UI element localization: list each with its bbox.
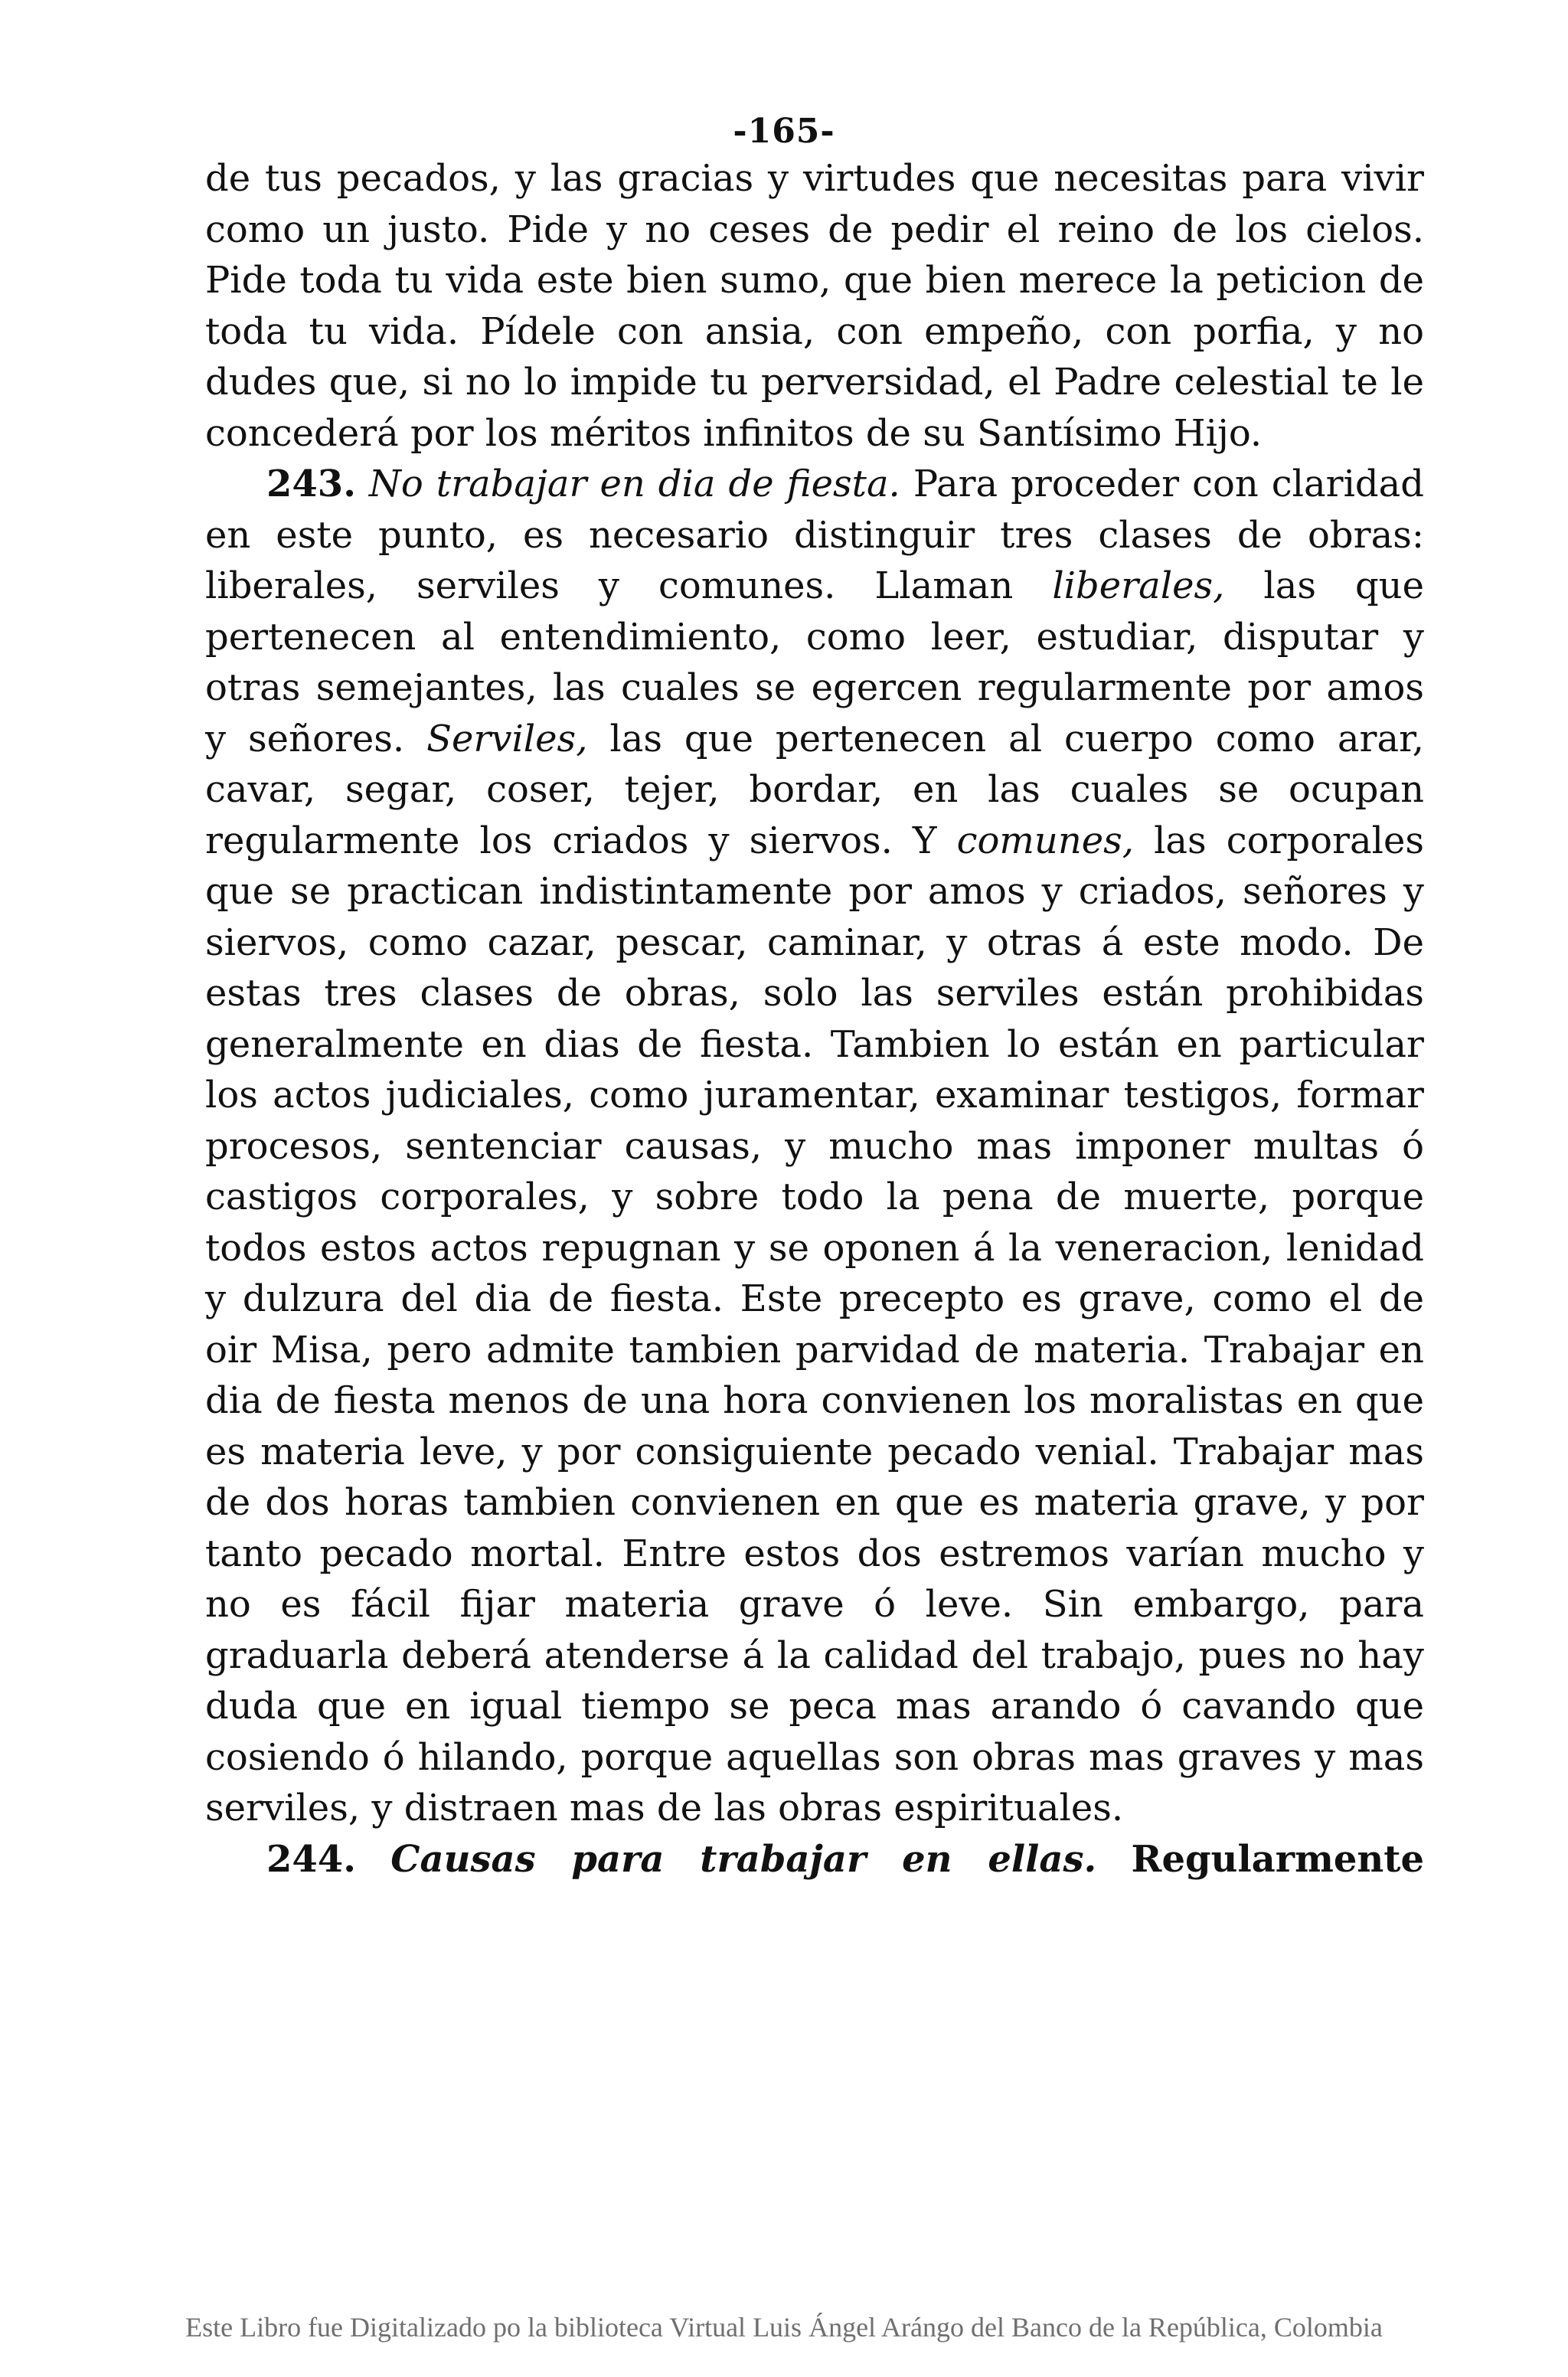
paragraph-text: Regularmente [1131,1837,1424,1881]
paragraph-text: las corporales que se practican indistintamente por amos y criados, señores y siervos, como cazar, pescar, caminar, y otras á este modo. De estas tres clases de obras, solo las serviles están prohibidas generalmente en dias de fiesta. Tambien lo están en particular los actos judiciales, como juramentar, examinar testigos, formar procesos, sentenciar causas, y mucho mas imponer multas ó castigos corporales, y sobre todo la pena de muerte, porque todos estos actos repugnan y se oponen á la veneracion, lenidad y dulzura del dia de fiesta. Este precepto es grave, como el de oir Misa, pero admite tambien parvidad de materia. Trabajar en dia de fiesta menos de una hora convienen los moralistas en que es materia leve, y por consiguiente pecado venial. Trabajar mas de dos horas tambien convienen en que es materia grave, y por tanto pecado mortal. Entre estos dos estremos varían mucho y no es fácil fijar materia grave ó leve. Sin embargo, para graduarla deberá atenderse á la calidad del trabajo, pues no hay duda que en igual tiempo se peca mas arando ó cavando que cosiendo ó hilando, porque aquellas son obras mas graves y mas serviles, y distraen mas de las obras espirituales. [205,819,1424,1829]
term-liberales: liberales, [1052,564,1225,607]
term-serviles: Serviles, [426,717,588,760]
paragraph-continuation: de tus pecados, y las gracias y virtudes que necesitas para vivir como un justo. Pide y no ceses de pedir el reino de los cielos. Pide toda tu vida este bien sumo, que bien merece la peticion de toda tu vida. Pídele con ansia, con empeño, con porfia, y no dudes que, si no lo impide tu perversidad, el Padre celestial te le concederá por los méritos infinitos de su Santísimo Hijo. [205,157,1424,455]
paragraph-text: las que pertenecen al cuerpo como arar, cavar, segar, coser, tejer, bordar, en las cuales se ocupan regularmente los criados y siervos. Y [205,717,1425,862]
term-comunes: comunes, [956,819,1135,862]
paragraph-number: 243. [266,463,356,505]
section-heading: No trabajar en dia de fiesta. [368,463,900,505]
paragraph-244 [205,1834,1424,1885]
section-heading: Causas para trabajar en ellas. [390,1837,1097,1881]
page-body [205,153,1424,1885]
paragraph-number: 244. [266,1837,356,1881]
page-number: -165- [733,112,835,151]
paragraph-243 [205,459,1424,1834]
digitization-footer: Este Libro fue Digitalizado po la biblioteca Virtual Luis Ángel Arángo del Banco de la República, Colombia [185,2312,1383,2343]
paragraph-text: Para proceder con claridad en este punto, es necesario distinguir tres clases de obras: liberales, serviles y comunes. Llaman [205,463,1424,607]
paragraph-text: las que pertenecen al entendimiento, como leer, estudiar, disputar y otras semejantes, las cuales se egercen regularmente por amos y señores. [205,564,1425,760]
